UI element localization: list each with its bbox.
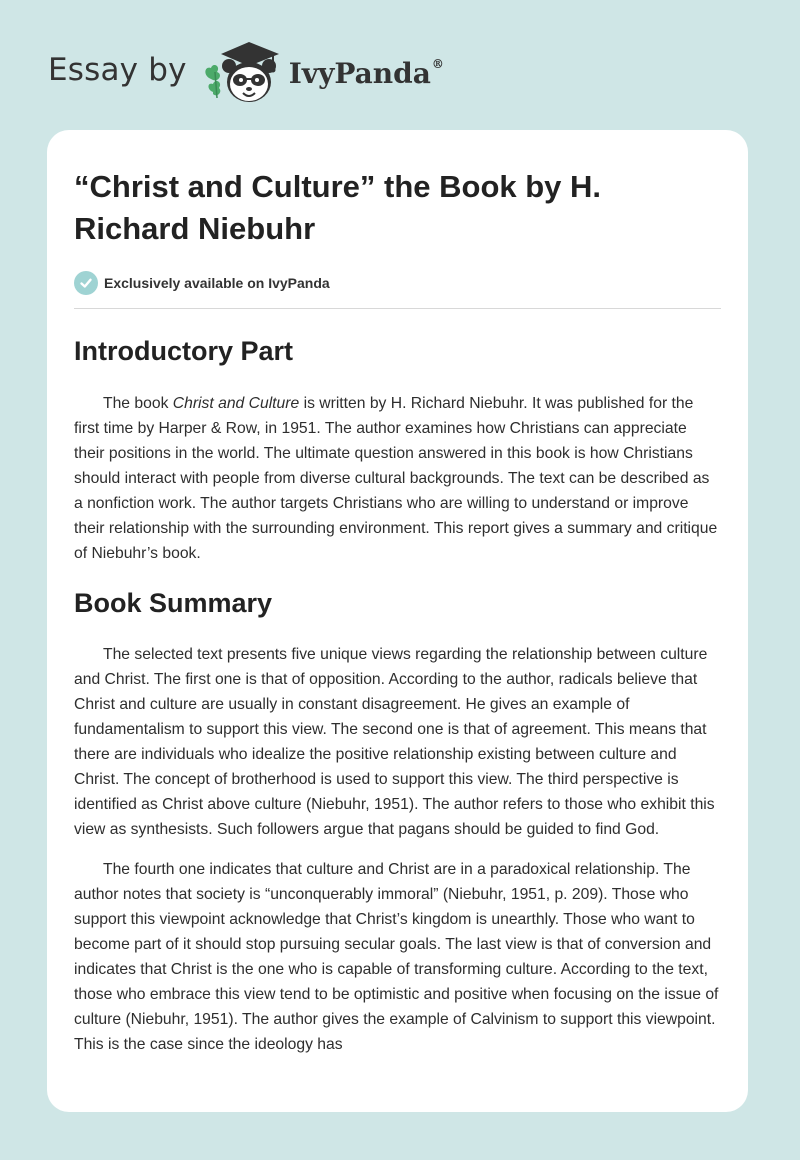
intro-paragraph: The book Christ and Culture is written by H. Richard Niebuhr. It was published for the first time by Harper & Row, in 1951. The author examines how Christians can appreciate their positions in the world. The ultimate question answered in this book is how Christians should interact with people from diverse cultural backgrounds. The text can be described as a nonfiction work. The author targets Christians who are willing to understand or improve their relationship with the surrounding environment. This report gives a summary and critique of Niebuhr’s book. [74,395,718,562]
summary-paragraph-1: The selected text presents five unique views regarding the relationship between culture and Christ. The first one is that of opposition. According to the author, radicals believe that Christ and culture are usually in constant disagreement. He gives an example of fundamentalism to support this view. The second one is that of agreement. This means that there are individuals who idealize the positive relationship existing between culture and Christ. The concept of brotherhood is used to support this view. The third perspective is identified as Christ above culture (Niebuhr, 1951). The author refers to those who exhibit this view as synthesists. Such followers argue that pagans should be guided to find God. [74,646,715,838]
divider [74,308,721,309]
exclusive-badge [74,271,721,295]
ivypanda-logo-icon[interactable] [201,36,285,108]
registered-mark: ® [431,56,444,71]
exclusive-label: Exclusively available on IvyPanda [104,275,330,291]
site-header [48,36,444,108]
essay-card [47,130,748,1112]
section-heading-introductory-part: Introductory Part [74,336,294,366]
section-heading-book-summary: Book Summary [74,588,273,618]
essay-by-label: Essay by [48,52,187,88]
check-icon [74,271,98,295]
essay-title: “Christ and Culture” the Book by H. Richard Niebuhr [74,169,602,246]
summary-paragraph-2: The fourth one indicates that culture and Christ are in a paradoxical relationship. The author notes that society is “unconquerably immoral” (Niebuhr, 1951, p. 209). Those who support this viewpoint acknowledge that Christ’s kingdom is unearthly. Those who want to become part of it should stop pursuing secular goals. The last view is that of conversion and indicates that Christ is the one who is capable of transforming culture. According to the text, those who embrace this view tend to be optimistic and positive when focusing on the issue of culture (Niebuhr, 1951). The author gives the example of Calvinism to support this viewpoint. This is the case since the ideology has [74,861,719,1053]
brand-name[interactable]: IvyPanda® [288,56,444,90]
book-title-italic: Christ and Culture [172,395,300,412]
